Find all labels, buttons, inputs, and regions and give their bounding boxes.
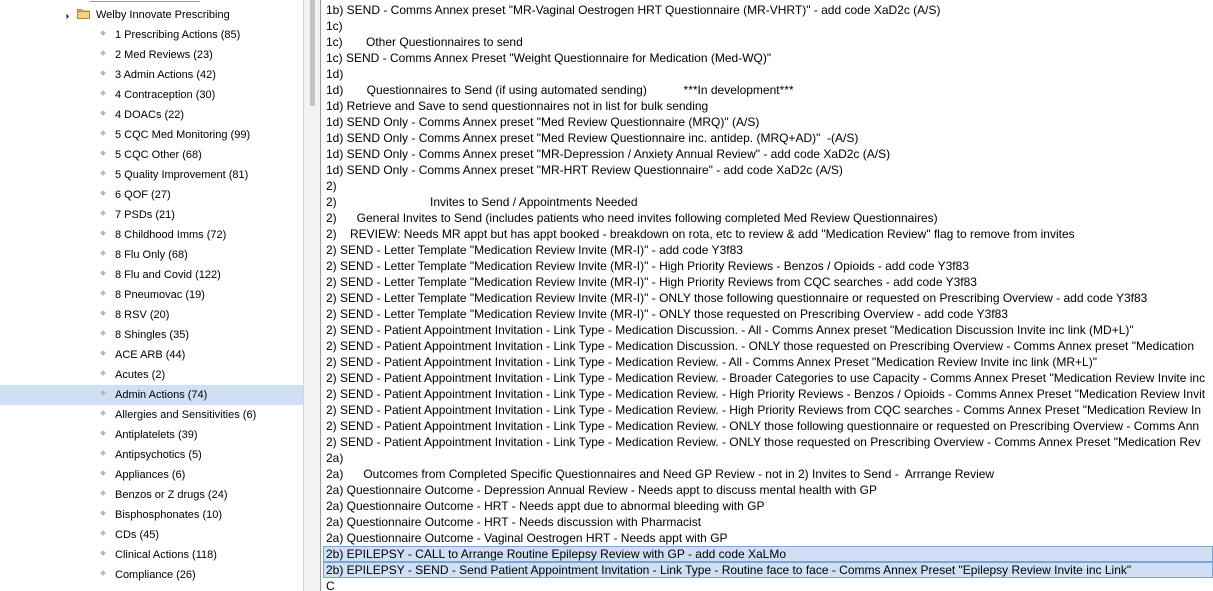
search-row-label: 2) SEND - Patient Appointment Invitation - Link Type - Medication Review. - Broader Categories to use Capacity - Comms Annex Preset "Medication Review Invite inc	[326, 371, 1206, 385]
tree-item-label: 7 PSDs (21)	[115, 209, 175, 221]
search-row[interactable]	[323, 2, 1213, 18]
search-row-label: 1d) SEND Only - Comms Annex preset "MR-HRT Review Questionnaire" - add code XaD2c (A/S)	[326, 163, 843, 177]
tree-item-label: 8 Flu and Covid (122)	[115, 269, 221, 281]
search-row[interactable]	[323, 82, 1213, 98]
search-row-label: 2) SEND - Letter Template "Medication Review Invite (MR-I)" - add code Y3f83	[326, 243, 743, 257]
search-row[interactable]	[323, 130, 1213, 146]
tree-item-label: 8 RSV (20)	[115, 309, 170, 321]
search-row[interactable]	[323, 338, 1213, 354]
search-row-label: 2) General Invites to Send (includes patients who need invites following completed Med Review Questionnaires)	[326, 211, 938, 225]
tree-scrollbar-thumb[interactable]	[310, 0, 315, 106]
tree-item-label: Allergies and Sensitivities (6)	[115, 409, 257, 421]
search-row-label: 2b) EPILEPSY - SEND - Send Patient Appointment Invitation - Link Type - Routine face to face - Comms Annex Preset "Epilepsy Review Invite inc Link"	[326, 563, 1132, 577]
search-row[interactable]	[323, 354, 1213, 370]
search-row[interactable]	[323, 562, 1213, 578]
tree-item-label: Antipsychotics (5)	[115, 449, 202, 461]
diamond-bullet-icon	[100, 70, 106, 76]
search-row-label: 2) SEND - Patient Appointment Invitation - Link Type - Medication Review. - All - Comms Annex Preset "Medication Review Invite inc link (MR+L)"	[326, 355, 1097, 369]
diamond-bullet-icon	[100, 430, 106, 436]
tree-item-label: 5 CQC Other (68)	[115, 149, 202, 161]
tree-item-label: 2 Med Reviews (23)	[115, 49, 213, 61]
search-row[interactable]	[323, 514, 1213, 530]
search-row-label: 2) SEND - Patient Appointment Invitation - Link Type - Medication Discussion. - All - Comms Annex preset "Medication Discussion Invite inc link (MD+L)"	[326, 323, 1134, 337]
tree-item[interactable]	[0, 105, 303, 125]
search-row-label: 1d) SEND Only - Comms Annex preset "Med Review Questionnaire inc. antidep. (MRQ+AD)" -(A/S)	[326, 131, 859, 145]
tree-item[interactable]	[0, 465, 303, 485]
diamond-bullet-icon	[100, 490, 106, 496]
search-row[interactable]	[323, 530, 1213, 546]
diamond-bullet-icon	[100, 50, 106, 56]
search-row[interactable]	[323, 402, 1213, 418]
expand-triangle-icon[interactable]	[61, 11, 69, 19]
search-row-label: C	[326, 579, 335, 591]
search-row[interactable]	[323, 18, 1213, 34]
tree-item-label: 1 Prescribing Actions (85)	[115, 29, 241, 41]
search-row[interactable]	[323, 450, 1213, 466]
search-row-label: 2a) Questionnaire Outcome - Vaginal Oestrogen HRT - Needs appt with GP	[326, 531, 728, 545]
diamond-bullet-icon	[100, 150, 106, 156]
search-row[interactable]	[323, 274, 1213, 290]
search-row-label: 2b) EPILEPSY - CALL to Arrange Routine Epilepsy Review with GP - add code XaLMo	[326, 547, 787, 561]
diamond-bullet-icon	[100, 330, 106, 336]
search-row[interactable]	[323, 178, 1213, 194]
diamond-bullet-icon	[100, 390, 106, 396]
diamond-bullet-icon	[100, 90, 106, 96]
tree-item[interactable]	[0, 445, 303, 465]
search-row-label: 1c)	[326, 19, 343, 33]
search-row[interactable]	[323, 546, 1213, 562]
search-row[interactable]	[323, 370, 1213, 386]
diamond-bullet-icon	[100, 190, 106, 196]
tree-item[interactable]	[0, 125, 303, 145]
search-row-label: 2) SEND - Patient Appointment Invitation - Link Type - Medication Review. - High Priority Reviews from CQC searches - Comms Annex Preset "Medication Review In	[326, 403, 1202, 417]
search-row-label: 1c) SEND - Comms Annex Preset "Weight Questionnaire for Medication (Med-WQ)"	[326, 51, 772, 65]
diamond-bullet-icon	[100, 530, 106, 536]
tree-item-label: Admin Actions (74)	[115, 389, 208, 401]
diamond-bullet-icon	[100, 410, 106, 416]
tree-item[interactable]	[0, 65, 303, 85]
search-row-label: 1d) Retrieve and Save to send questionnaires not in list for bulk sending	[326, 99, 709, 113]
diamond-bullet-icon	[100, 510, 106, 516]
diamond-bullet-icon	[100, 450, 106, 456]
tree-item-label: 8 Childhood Imms (72)	[115, 229, 227, 241]
tree-item-label: Bisphosphonates (10)	[115, 509, 223, 521]
search-row-label: 2) SEND - Patient Appointment Invitation - Link Type - Medication Review. - High Priority Reviews - Benzos / Opioids - Comms Annex Preset "Medication Review Invit	[326, 387, 1206, 401]
search-row[interactable]	[323, 578, 1213, 591]
tree-item-label: Antiplatelets (39)	[115, 429, 198, 441]
search-row[interactable]	[323, 194, 1213, 210]
diamond-bullet-icon	[100, 550, 106, 556]
diamond-bullet-icon	[100, 290, 106, 296]
folder-icon	[77, 8, 90, 19]
tree-item[interactable]	[0, 405, 303, 425]
tree-item-label: CDs (45)	[115, 529, 160, 541]
diamond-bullet-icon	[100, 250, 106, 256]
tree-item[interactable]	[0, 565, 303, 585]
diamond-bullet-icon	[100, 350, 106, 356]
tree-item-label: 8 Pneumovac (19)	[115, 289, 205, 301]
tree-item-label: Benzos or Z drugs (24)	[115, 489, 228, 501]
search-row-label: 2) REVIEW: Needs MR appt but has appt booked - breakdown on rota, etc to review & add "Medication Review" flag to remove from invites	[326, 227, 1075, 241]
tree-item-label: 3 Admin Actions (42)	[115, 69, 216, 81]
tree-item-list	[0, 25, 303, 585]
search-row-label: 2) SEND - Letter Template "Medication Review Invite (MR-I)" - ONLY those following questionnaire or requested on Prescribing Overview - add code Y3f83	[326, 291, 1148, 305]
search-row-label: 1b) SEND - Comms Annex preset "MR-Vaginal Oestrogen HRT Questionnaire (MR-VHRT)" - add code XaD2c (A/S)	[326, 3, 941, 17]
tree-item[interactable]	[0, 345, 303, 365]
search-row[interactable]	[323, 322, 1213, 338]
tree-item[interactable]	[0, 425, 303, 445]
tree-item[interactable]	[0, 525, 303, 545]
tree-item[interactable]	[0, 45, 303, 65]
search-row[interactable]	[323, 146, 1213, 162]
search-row-label: 2a) Questionnaire Outcome - HRT - Needs discussion with Pharmacist	[326, 515, 702, 529]
search-row[interactable]	[323, 258, 1213, 274]
search-row-label: 2) SEND - Letter Template "Medication Review Invite (MR-I)" - High Priority Reviews - Benzos / Opioids - add code Y3f83	[326, 259, 969, 273]
search-row-label: 2) SEND - Letter Template "Medication Review Invite (MR-I)" - High Priority Reviews from CQC searches - add code Y3f83	[326, 275, 977, 289]
tree-item-label: 8 Flu Only (68)	[115, 249, 188, 261]
search-row[interactable]	[323, 98, 1213, 114]
search-row-label: 1d) Questionnaires to Send (if using automated sending) ***In development***	[326, 83, 794, 97]
tree-item[interactable]	[0, 85, 303, 105]
search-row[interactable]	[323, 498, 1213, 514]
diamond-bullet-icon	[100, 170, 106, 176]
tree-item-label: Compliance (26)	[115, 569, 196, 581]
search-row[interactable]	[323, 210, 1213, 226]
tree-item-label: Clinical Actions (118)	[115, 549, 217, 561]
pane-splitter[interactable]	[303, 0, 322, 591]
search-row[interactable]	[323, 34, 1213, 50]
search-row-label: 2a)	[326, 451, 344, 465]
search-list-rows	[323, 2, 1213, 591]
folder-tree	[0, 0, 303, 591]
diamond-bullet-icon	[100, 270, 106, 276]
tree-top-divider	[90, 0, 200, 2]
tree-item[interactable]	[0, 485, 303, 505]
tree-item[interactable]	[0, 325, 303, 345]
tree-item[interactable]	[0, 25, 303, 45]
search-row-label: 2) SEND - Letter Template "Medication Review Invite (MR-I)" - ONLY those requested on Prescribing Overview - add code Y3f83	[326, 307, 1008, 321]
search-row-label: 2a) Outcomes from Completed Specific Questionnaires and Need GP Review - not in 2) Invites to Send - Arrrange Review	[326, 467, 995, 481]
tree-item[interactable]	[0, 385, 303, 405]
splitter-divider	[320, 0, 321, 591]
tree-item[interactable]	[0, 245, 303, 265]
tree-item[interactable]	[0, 365, 303, 385]
search-row-label: 2)	[326, 179, 337, 193]
search-row[interactable]	[323, 290, 1213, 306]
search-row-label: 1d) SEND Only - Comms Annex preset "Med Review Questionnaire (MRQ)" (A/S)	[326, 115, 760, 129]
tree-item-label: Acutes (2)	[115, 369, 166, 381]
tree-item-label: 4 Contraception (30)	[115, 89, 216, 101]
tree-item[interactable]	[0, 205, 303, 225]
search-row-label: 2) SEND - Patient Appointment Invitation - Link Type - Medication Review. - ONLY those following questionnaire or requested on Prescribing Overview - Comms Ann	[326, 419, 1200, 433]
diamond-bullet-icon	[100, 310, 106, 316]
search-row-label: 1d)	[326, 67, 344, 81]
search-row-label: 2a) Questionnaire Outcome - Depression Annual Review - Needs appt to discuss mental health with GP	[326, 483, 877, 497]
search-row[interactable]	[323, 418, 1213, 434]
diamond-bullet-icon	[100, 30, 106, 36]
tree-root-label: Welby Innovate Prescribing	[96, 9, 230, 21]
tree-item[interactable]	[0, 285, 303, 305]
tree-item-label: 6 QOF (27)	[115, 189, 171, 201]
search-row[interactable]	[323, 162, 1213, 178]
search-row[interactable]	[323, 50, 1213, 66]
search-row-label: 2) Invites to Send / Appointments Needed	[326, 195, 638, 209]
search-row[interactable]	[323, 386, 1213, 402]
diamond-bullet-icon	[100, 130, 106, 136]
tree-item-label: 4 DOACs (22)	[115, 109, 185, 121]
search-row-label: 2) SEND - Patient Appointment Invitation - Link Type - Medication Discussion. - ONLY those requested on Prescribing Overview - Comms Annex preset "Medication	[326, 339, 1194, 353]
tree-item[interactable]	[0, 165, 303, 185]
tree-item[interactable]	[0, 225, 303, 245]
search-row-label: 2a) Questionnaire Outcome - HRT - Needs appt due to abnormal bleeding with GP	[326, 499, 765, 513]
search-row[interactable]	[323, 466, 1213, 482]
tree-item-label: 5 Quality Improvement (81)	[115, 169, 249, 181]
tree-item[interactable]	[0, 185, 303, 205]
tree-item[interactable]	[0, 145, 303, 165]
tree-root-node[interactable]	[0, 5, 303, 25]
diamond-bullet-icon	[100, 110, 106, 116]
tree-item-label: ACE ARB (44)	[115, 349, 186, 361]
tree-item[interactable]	[0, 265, 303, 285]
search-row-label: 2) SEND - Patient Appointment Invitation - Link Type - Medication Review. - ONLY those requested on Prescribing Overview - Comms Annex Preset "Medication Rev	[326, 435, 1201, 449]
tree-item[interactable]	[0, 545, 303, 565]
search-row[interactable]	[323, 306, 1213, 322]
search-row[interactable]	[323, 66, 1213, 82]
search-list	[323, 0, 1213, 591]
diamond-bullet-icon	[100, 470, 106, 476]
search-row[interactable]	[323, 114, 1213, 130]
diamond-bullet-icon	[100, 210, 106, 216]
search-row[interactable]	[323, 434, 1213, 450]
tree-item-label: 5 CQC Med Monitoring (99)	[115, 129, 251, 141]
search-row[interactable]	[323, 482, 1213, 498]
diamond-bullet-icon	[100, 570, 106, 576]
tree-item[interactable]	[0, 505, 303, 525]
tree-item-label: Appliances (6)	[115, 469, 186, 481]
search-row[interactable]	[323, 226, 1213, 242]
tree-item-label: 8 Shingles (35)	[115, 329, 189, 341]
diamond-bullet-icon	[100, 370, 106, 376]
search-row-label: 1d) SEND Only - Comms Annex preset "MR-Depression / Anxiety Annual Review" - add code XaD2c (A/S)	[326, 147, 891, 161]
tree-item[interactable]	[0, 305, 303, 325]
search-row[interactable]	[323, 242, 1213, 258]
diamond-bullet-icon	[100, 230, 106, 236]
search-row-label: 1c) Other Questionnaires to send	[326, 35, 523, 49]
